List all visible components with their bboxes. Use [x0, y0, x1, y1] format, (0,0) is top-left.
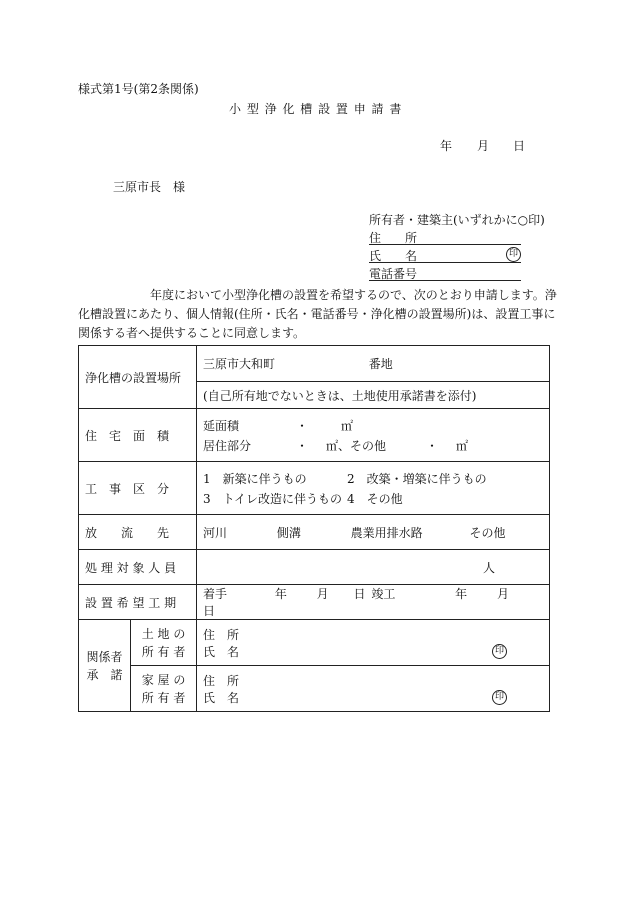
total-floor-area-unit: ㎡ [341, 418, 354, 433]
living-area-dot: ・ [296, 438, 309, 453]
land-owner-label-line-2: 所 有 者 [141, 644, 186, 659]
location-city: 三原市大和町 [203, 357, 276, 371]
living-area-unit: ㎡ [326, 438, 339, 453]
work-type-cell[interactable] [197, 462, 550, 515]
other-area-dot: ・ [426, 438, 439, 453]
work-type-option-2[interactable]: 2 改築・増築に伴うもの [347, 471, 487, 486]
intro-line-2: 化槽設置にあたり、個人情報(住所・氏名・電話番号・浄化槽の設置場所)は、設置工事に [78, 307, 556, 321]
page-title: 小 型 浄 化 槽 設 置 申 請 書 [229, 102, 403, 116]
work-type-option-1[interactable]: 1 新築に伴うもの [203, 471, 307, 486]
discharge-label-cell [79, 515, 197, 550]
persons-label: 処 理 対 象 人 員 [85, 560, 177, 575]
other-area-label: 、その他 [338, 438, 387, 453]
applicant-address-label: 住 所 [369, 231, 418, 245]
applicant-name-field[interactable] [369, 247, 521, 263]
work-type-label: 工 事 区 分 [85, 481, 170, 496]
date-year: 年 [440, 139, 453, 153]
location-address-cell[interactable] [197, 346, 550, 382]
intro-line-1: 年度において小型浄化槽の設置を希望するので、次のとおり申請します。浄 [150, 288, 557, 302]
land-owner-cell[interactable] [197, 620, 550, 666]
house-owner-name-label: 氏 名 [203, 690, 240, 705]
house-owner-label-cell [131, 666, 197, 712]
date-day: 日 [513, 139, 526, 153]
schedule-start-year: 年 [274, 587, 287, 601]
discharge-option-ditch[interactable]: 側溝 [276, 525, 301, 540]
house-owner-address-label: 住 所 [203, 673, 240, 688]
location-banchi: 番地 [368, 357, 393, 371]
schedule-cell[interactable] [197, 585, 550, 620]
schedule-end-month: 月 [496, 587, 509, 601]
floor-area-cell[interactable] [197, 409, 550, 462]
location-note: (自己所有地でないときは、土地使用承諾書を添付) [203, 388, 477, 403]
location-note-cell [197, 382, 550, 409]
discharge-cell[interactable] [197, 515, 550, 550]
land-owner-name-label: 氏 名 [203, 644, 240, 659]
schedule-end-year: 年 [455, 587, 468, 601]
seal-icon: 印 [506, 247, 521, 262]
addressee: 三原市長 様 [113, 180, 186, 194]
floor-area-label-cell [79, 409, 197, 462]
applicant-address-field[interactable] [369, 229, 521, 245]
persons-unit: 人 [482, 560, 495, 575]
location-label: 浄化槽の設置場所 [85, 370, 182, 385]
applicant-name-label: 氏 名 [369, 249, 418, 263]
land-owner-label-line-1: 土 地 の [141, 626, 186, 641]
schedule-start-label: 着手 [203, 587, 228, 601]
application-table [78, 345, 550, 712]
discharge-option-farm-drain[interactable]: 農業用排水路 [350, 525, 423, 540]
consent-label-line-2: 承 諾 [86, 667, 123, 682]
house-owner-label-line-1: 家 屋 の [141, 672, 186, 687]
work-type-label-cell [79, 462, 197, 515]
discharge-label: 放 流 先 [85, 525, 170, 540]
living-area-label: 居住部分 [203, 438, 252, 453]
total-floor-area-label: 延面積 [203, 418, 240, 433]
intro-line-3: 関係する者へ提供することに同意します。 [78, 326, 306, 340]
date-month: 月 [477, 139, 490, 153]
applicant-phone-label: 電話番号 [369, 267, 418, 281]
schedule-end-label: 竣工 [371, 587, 396, 601]
persons-label-cell [79, 550, 197, 585]
consent-label-cell [79, 620, 131, 712]
other-area-unit: ㎡ [456, 438, 469, 453]
house-owner-label-line-2: 所 有 者 [141, 690, 186, 705]
applicant-phone-field[interactable] [369, 265, 521, 281]
floor-area-label: 住 宅 面 積 [85, 428, 170, 443]
schedule-start-month: 月 [316, 587, 329, 601]
total-floor-area-dot: ・ [296, 418, 309, 433]
applicant-role: 所有者・建築主(いずれかに○印) [369, 213, 545, 227]
house-owner-seal-icon: 印 [492, 690, 507, 705]
work-type-option-3[interactable]: 3 トイレ改造に伴うもの [203, 491, 343, 506]
discharge-option-other[interactable]: その他 [469, 525, 506, 540]
house-owner-cell[interactable] [197, 666, 550, 712]
discharge-option-river[interactable]: 河川 [203, 525, 228, 540]
consent-label-line-1: 関係者 [86, 649, 123, 664]
schedule-end-day: 日 [203, 604, 216, 618]
land-owner-seal-icon: 印 [492, 644, 507, 659]
persons-cell[interactable] [197, 550, 550, 585]
schedule-label-cell [79, 585, 197, 620]
location-label-cell [79, 346, 197, 409]
land-owner-address-label: 住 所 [203, 627, 240, 642]
schedule-label: 設 置 希 望 工 期 [85, 595, 177, 610]
land-owner-label-cell [131, 620, 197, 666]
schedule-start-day: 日 [353, 587, 366, 601]
form-number: 様式第1号(第2条関係) [78, 82, 199, 96]
work-type-option-4[interactable]: 4 その他 [347, 491, 403, 506]
